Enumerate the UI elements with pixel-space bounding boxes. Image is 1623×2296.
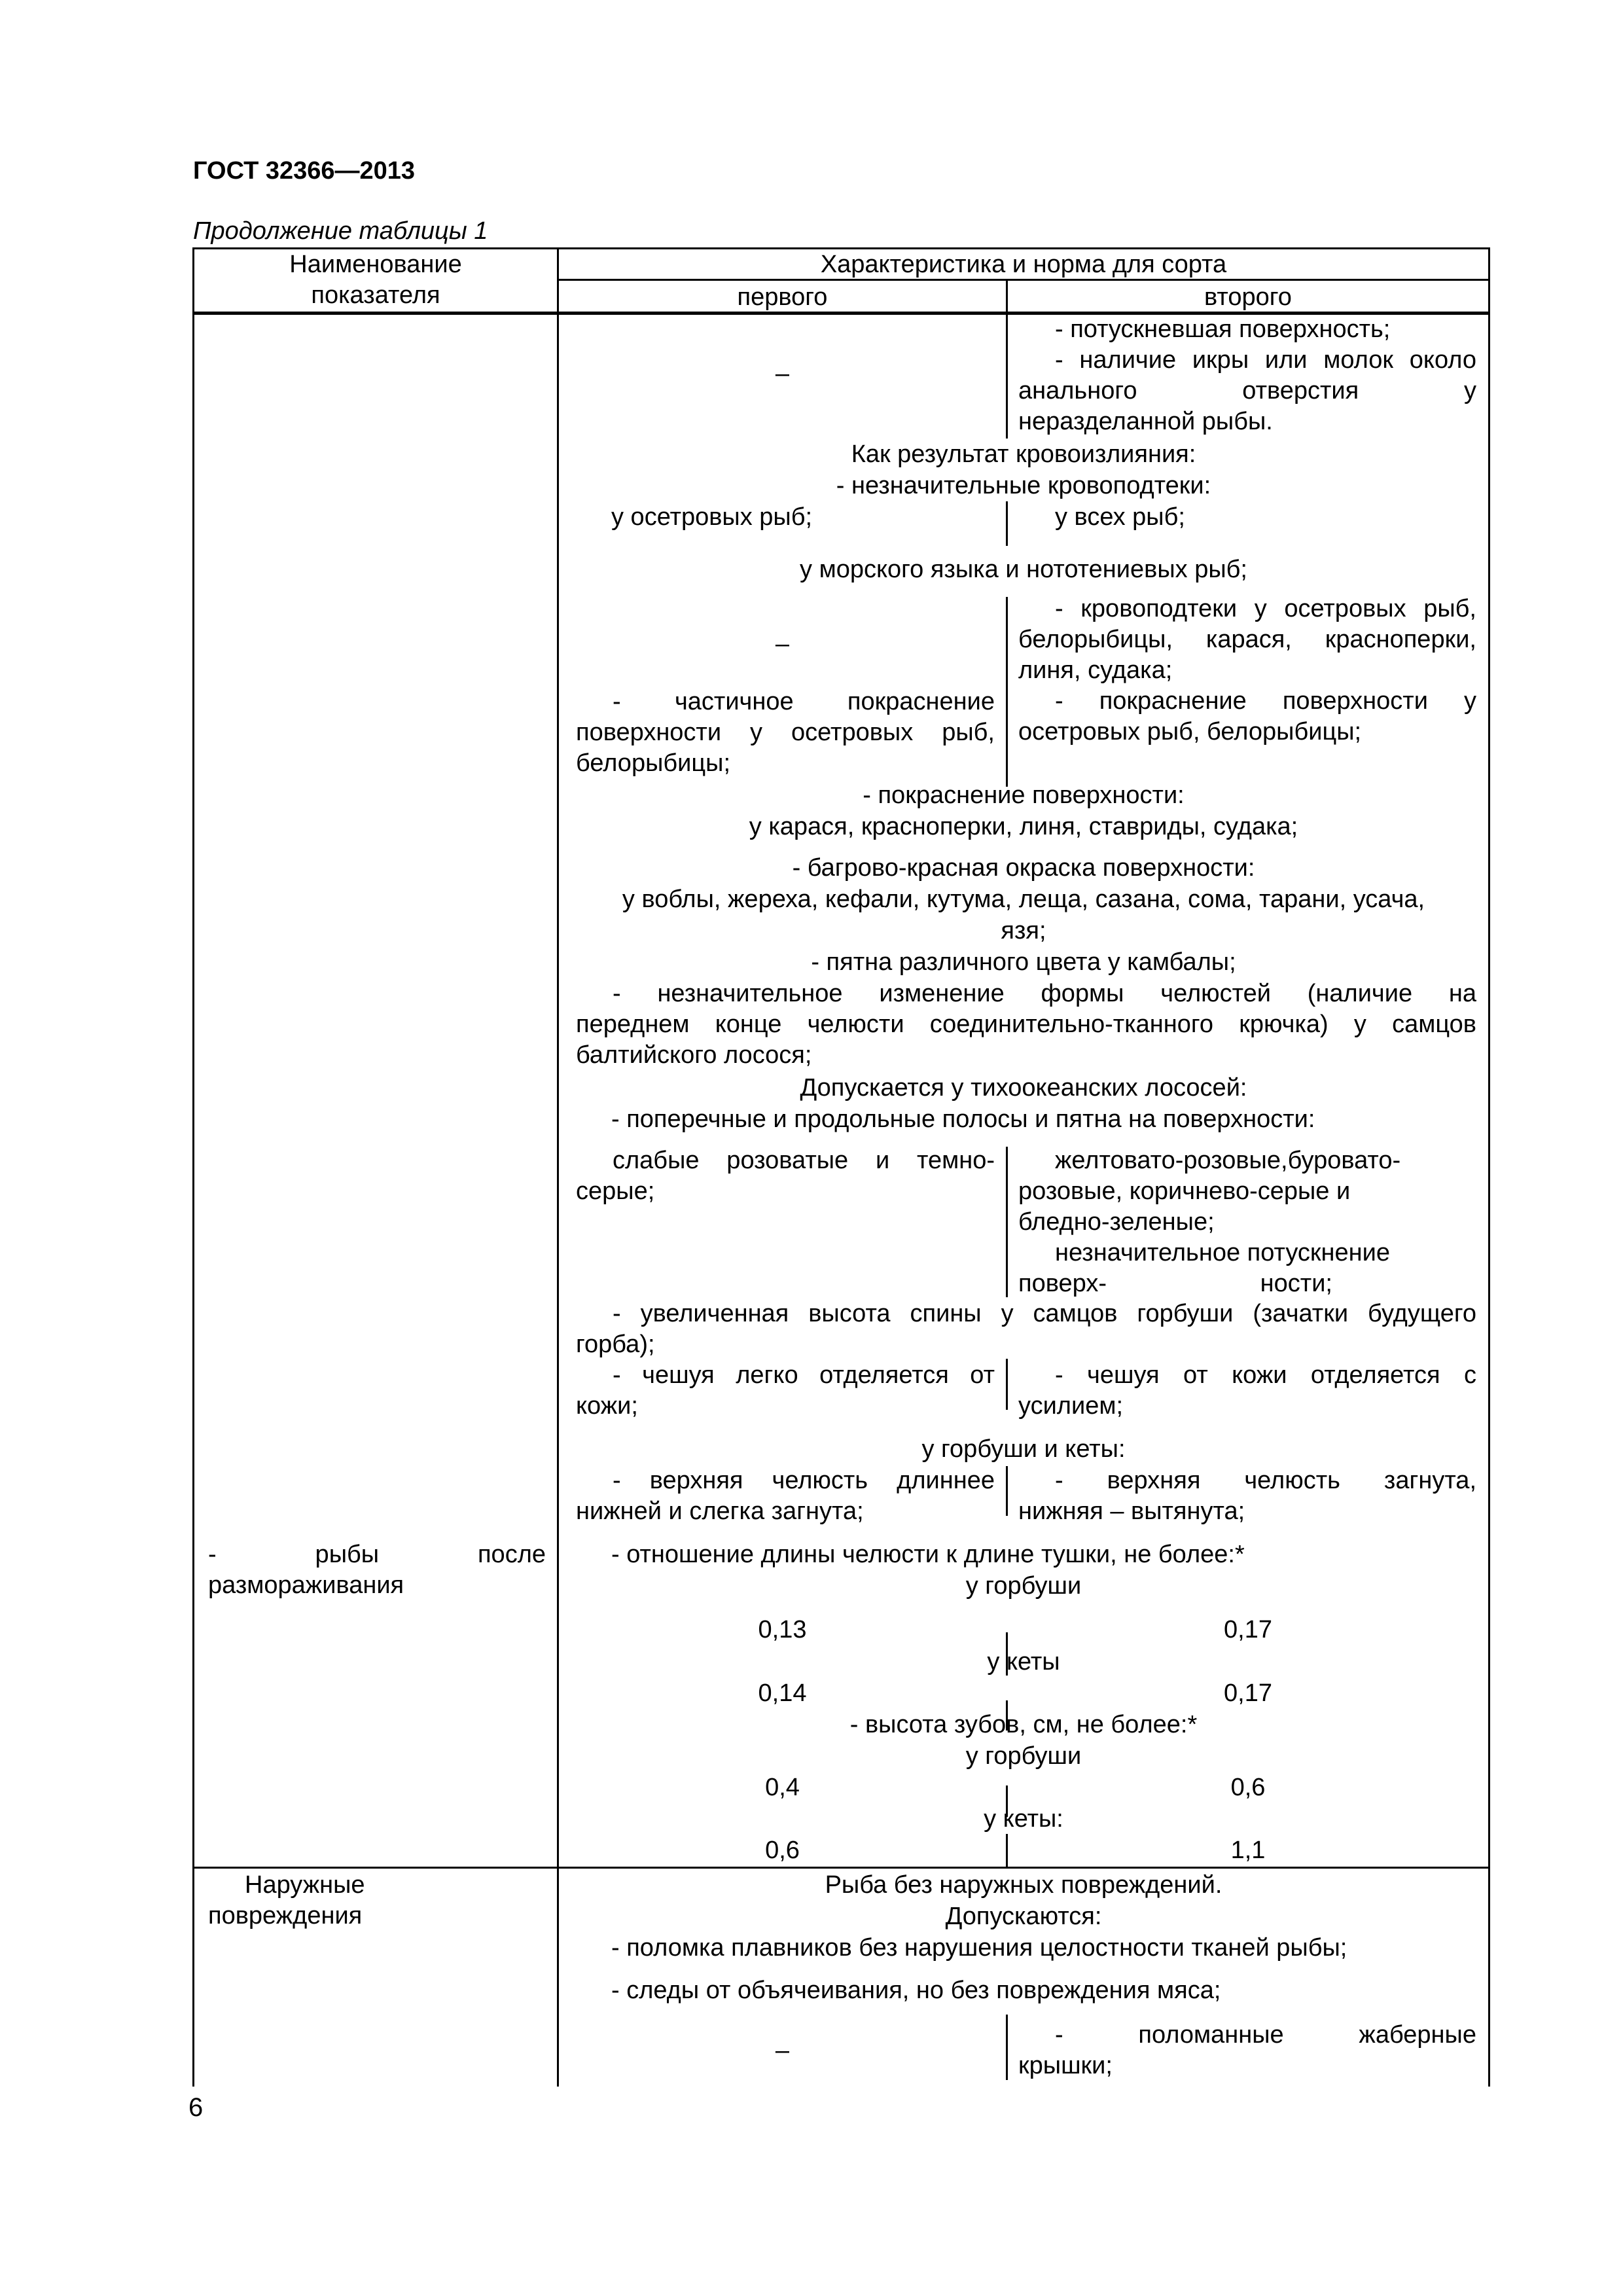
pink-salmon-label: у горбуши xyxy=(965,1572,1082,1600)
text-line: розовые, коричнево-серые и xyxy=(1018,1177,1351,1206)
second-grade-bruises xyxy=(1018,594,1476,748)
grade-divider xyxy=(1006,597,1008,787)
pink-salmon-label-2: у горбуши xyxy=(965,1742,1082,1770)
indicator-header-line: показателя xyxy=(311,281,440,310)
text-line: - чешуя легко отделяется от xyxy=(613,1361,995,1389)
reddening-species: у карася, красноперки, линя, ставриды, судака; xyxy=(749,813,1298,840)
text-line: - верхняя челюсть загнута, xyxy=(1055,1467,1476,1494)
text-line: - наличие икры или молок около xyxy=(1055,346,1476,374)
text-line: белорыбицы; xyxy=(576,749,731,778)
text-line: слабые розоватые и темно- xyxy=(613,1147,995,1174)
ratio-pink-first: 0,13 xyxy=(758,1616,807,1643)
stripes-first xyxy=(576,1145,995,1207)
second-grade-header: второго xyxy=(1204,283,1292,311)
table-right-border xyxy=(1488,247,1490,2087)
scales-first xyxy=(576,1360,995,1422)
text-line: незначительное потускнение xyxy=(1055,1239,1391,1267)
grade-group-header: Характеристика и норма для сорта xyxy=(820,251,1227,278)
grade-divider xyxy=(1006,314,1008,439)
ratio-chum-first: 0,14 xyxy=(758,1679,807,1707)
text-line: осетровых рыб, белорыбицы; xyxy=(1018,718,1362,746)
text-line: нижней и слегка загнута; xyxy=(576,1498,864,1526)
ratio-pink-second: 0,17 xyxy=(1224,1616,1272,1643)
text-line: - частичное покраснение xyxy=(613,688,995,715)
teeth-chum-second: 1,1 xyxy=(1230,1837,1266,1864)
text-line: крышки; xyxy=(1018,2052,1113,2080)
text-line: нижняя – вытянута; xyxy=(1018,1498,1245,1526)
grade-divider xyxy=(1006,501,1008,546)
grade-divider xyxy=(1006,1147,1008,1297)
first-grade-header: первого xyxy=(737,283,828,311)
text-line: - чешуя от кожи отделяется с xyxy=(1055,1361,1476,1389)
text-line: - кровоподтеки у осетровых рыб, xyxy=(1055,595,1476,622)
reddening-heading: - покраснение поверхности: xyxy=(863,781,1185,809)
chum-salmon-label: у кеты xyxy=(987,1648,1060,1676)
text-line: анального отверстия у xyxy=(1018,377,1476,405)
text-line: - верхняя челюсть длиннее xyxy=(613,1467,995,1494)
table-left-border xyxy=(192,247,194,2087)
text-line: усилием; xyxy=(1018,1392,1124,1420)
second-grade-text xyxy=(1018,314,1476,437)
no-damage-text: Рыба без наружных повреждений. xyxy=(825,1871,1222,1899)
text-line: желтовато-розовые,буровато- xyxy=(1055,1147,1401,1174)
all-fish-text: у всех рыб; xyxy=(1055,503,1185,531)
chum-salmon-label-2: у кеты: xyxy=(984,1805,1063,1833)
text-line: повреждения xyxy=(208,1902,363,1930)
jaw-first xyxy=(576,1465,995,1527)
ratio-chum-second: 0,17 xyxy=(1224,1679,1272,1707)
jaw-change xyxy=(576,978,1476,1071)
text-line: бледно-зеленые; xyxy=(1018,1208,1215,1236)
fins-text: - поломка плавников без нарушения целостности тканей рыбы; xyxy=(611,1934,1347,1962)
text-line: - покраснение поверхности у xyxy=(1055,687,1476,715)
sole-text: у морского языка и нототениевых рыб; xyxy=(800,556,1247,583)
indicator-header xyxy=(194,249,557,311)
crimson-species: у воблы, жереха, кефали, кутума, леща, сазана, сома, тарани, усача, xyxy=(622,886,1425,913)
text-line: - увеличенная высота спины у самцов горбуши (зачатки будущего xyxy=(613,1300,1476,1327)
jaw-ratio-heading: - отношение длины челюсти к длине тушки, не более:* xyxy=(611,1541,1245,1568)
text-line: неразделанной рыбы. xyxy=(1018,408,1273,436)
row-separator xyxy=(192,1867,1490,1869)
document-id: ГОСТ 32366—2013 xyxy=(193,157,416,185)
grade-divider xyxy=(1006,1466,1008,1516)
grade-divider xyxy=(1006,2015,1008,2080)
text-line: Наружные xyxy=(245,1871,365,1899)
text-line: размораживания xyxy=(208,1571,404,1600)
stripes-second xyxy=(1018,1145,1476,1300)
hump-text xyxy=(576,1299,1476,1360)
allowed-text: Допускаются: xyxy=(945,1903,1102,1930)
scales-second xyxy=(1018,1360,1476,1422)
text-line: серые; xyxy=(576,1177,655,1206)
text-line: поверхности у осетровых рыб, xyxy=(576,719,995,747)
pacific-allowed: Допускается у тихоокеанских лососей: xyxy=(800,1074,1247,1102)
dash-cell: – xyxy=(775,360,790,387)
pink-chum-heading: у горбуши и кеты: xyxy=(921,1435,1126,1463)
minor-bruises: - незначительные кровоподтеки: xyxy=(836,472,1211,499)
text-line: переднем конце челюсти соединительно-тканного крючка) у самцов xyxy=(576,1011,1476,1039)
text-line: - рыбы после xyxy=(208,1541,546,1568)
teeth-chum-first: 0,6 xyxy=(765,1837,800,1864)
indicator-header-line: Наименование xyxy=(289,251,462,278)
text-line: - поломанные жаберные xyxy=(1055,2021,1476,2049)
grade-divider xyxy=(1006,1359,1008,1410)
dash-cell: – xyxy=(775,2037,790,2064)
crimson-species-end: язя; xyxy=(1001,917,1046,944)
text-line: - незначительное изменение формы челюстей (наличие на xyxy=(613,980,1476,1007)
dash-cell: – xyxy=(775,630,790,658)
text-line: поверх- ности; xyxy=(1018,1270,1332,1298)
flounder-spots: - пятна различного цвета у камбалы; xyxy=(811,948,1236,976)
text-line: горба); xyxy=(576,1331,655,1359)
text-line: - потускневшая поверхность; xyxy=(1055,315,1391,343)
stripes-heading: - поперечные и продольные полосы и пятна на поверхности: xyxy=(611,1105,1315,1133)
page-number: 6 xyxy=(188,2093,204,2122)
gill-covers xyxy=(1018,2020,1476,2081)
teeth-pink-second: 0,6 xyxy=(1230,1774,1266,1801)
teeth-heading: - высота зубов, см, не более:* xyxy=(849,1711,1198,1738)
sturgeon-text: у осетровых рыб; xyxy=(611,503,813,531)
text-line: линя, судака; xyxy=(1018,656,1173,685)
crimson-heading: - багрово-красная окраска поверхности: xyxy=(792,854,1255,882)
partial-reddening xyxy=(576,687,995,779)
hemorrhage-heading: Как результат кровоизлияния: xyxy=(851,440,1196,468)
text-line: белорыбицы, карася, красноперки, xyxy=(1018,626,1476,654)
text-line: балтийского лосося; xyxy=(576,1041,812,1069)
text-line: кожи; xyxy=(576,1392,638,1420)
jaw-second xyxy=(1018,1465,1476,1527)
table-caption: Продолжение таблицы 1 xyxy=(193,217,488,245)
gill-net-text: - следы от объячеивания, но без повреждения мяса; xyxy=(611,1977,1221,2004)
teeth-pink-first: 0,4 xyxy=(765,1774,800,1801)
indicator-thawed xyxy=(208,1539,546,1601)
indicator-external-damage xyxy=(208,1870,546,1931)
